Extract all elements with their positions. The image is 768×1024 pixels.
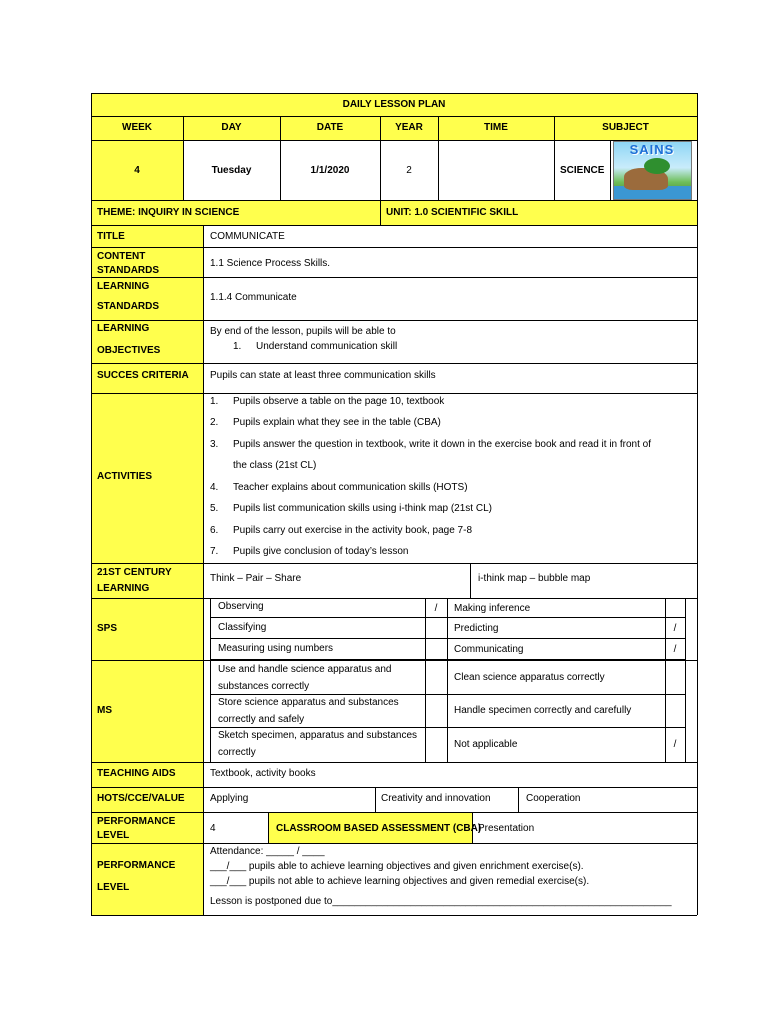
week-label: WEEK: [122, 122, 152, 133]
activity-num: 1.: [210, 396, 219, 407]
subject-value: SCIENCE: [560, 165, 605, 176]
century-label-2: LEARNING: [97, 583, 150, 594]
title-value: COMMUNICATE: [210, 231, 285, 242]
success-criteria-value: Pupils can state at least three communication skills: [210, 370, 436, 381]
ms-skill-line-2: correctly and safely: [218, 714, 305, 725]
achieved-line: ___/___ pupils able to achieve learning objectives and given enrichment exercise(s).: [210, 861, 584, 872]
hots-label: HOTS/CCE/VALUE: [97, 793, 185, 804]
title-label: TITLE: [97, 231, 125, 242]
date-label: DATE: [316, 122, 344, 133]
sps-skill: Communicating: [454, 644, 524, 655]
sps-check-mark: /: [434, 603, 438, 614]
activity-num: 7.: [210, 546, 219, 557]
ms-skill-line-2: correctly: [218, 747, 256, 758]
century-label-1: 21ST CENTURY: [97, 567, 172, 578]
performance-label-2: LEVEL: [97, 830, 130, 841]
teaching-aids-value: Textbook, activity books: [210, 768, 316, 779]
reflection-label-1: PERFORMANCE: [97, 860, 176, 871]
day-label: DAY: [221, 122, 242, 133]
week-value: 4: [134, 165, 140, 176]
learning-objectives-intro: By end of the lesson, pupils will be able to: [210, 326, 396, 337]
hots-value: Creativity and innovation: [381, 793, 491, 804]
sps-check-mark: /: [673, 623, 677, 634]
ms-check-mark: /: [673, 739, 677, 750]
attendance-line: Attendance: _____ / ____: [210, 846, 325, 857]
postponed-line: Lesson is postponed due to_____________________________________________________________: [210, 896, 672, 907]
activity-item: Pupils list communication skills using i-think map (21st CL): [233, 503, 492, 514]
content-standards-label-1: CONTENT: [97, 251, 146, 262]
activity-num: 5.: [210, 503, 219, 514]
sps-skill: Classifying: [218, 622, 267, 633]
ms-skill-line-2: substances correctly: [218, 681, 310, 692]
year-label: YEAR: [395, 122, 423, 133]
ms-skill: Not applicable: [454, 739, 518, 750]
activity-num: 3.: [210, 439, 219, 450]
subject-label: SUBJECT: [602, 122, 649, 133]
learning-standards-label-1: LEARNING: [97, 281, 150, 292]
activity-item: Pupils answer the question in textbook, write it down in the exercise book and read it in front of: [233, 439, 652, 450]
activity-num: 6.: [210, 525, 219, 536]
sps-check-mark: /: [673, 644, 677, 655]
time-label: TIME: [484, 122, 508, 133]
lesson-plan-title: DAILY LESSON PLAN: [342, 99, 446, 110]
learning-objectives-label-1: LEARNING: [97, 323, 150, 334]
sps-skill: Observing: [218, 601, 264, 612]
activity-item: Pupils explain what they see in the table (CBA): [233, 417, 441, 428]
activity-item: Teacher explains about communication skills (HOTS): [233, 482, 468, 493]
performance-value: 4: [210, 823, 216, 834]
activity-item: Pupils give conclusion of today’s lesson: [233, 546, 409, 557]
activity-num: 4.: [210, 482, 219, 493]
ms-skill: Clean science apparatus correctly: [454, 672, 605, 683]
century-value-1: Think – Pair – Share: [210, 573, 302, 584]
learning-objective-item: Understand communication skill: [256, 341, 398, 352]
sps-skill: Making inference: [454, 603, 531, 614]
cba-label: CLASSROOM BASED ASSESSMENT (CBA): [276, 823, 482, 834]
ms-skill: Handle specimen correctly and carefully: [454, 705, 632, 716]
unit-text: UNIT: 1.0 SCIENTIFIC SKILL: [386, 207, 519, 218]
theme-text: THEME: INQUIRY IN SCIENCE: [97, 207, 240, 218]
ms-label: MS: [97, 705, 112, 716]
ms-skill-line-1: Sketch specimen, apparatus and substances: [218, 730, 418, 741]
content-standards-label-2: STANDARDS: [97, 265, 160, 276]
century-value-2: i-think map – bubble map: [478, 573, 591, 584]
success-criteria-label: SUCCES CRITERIA: [97, 370, 189, 381]
date-value: 1/1/2020: [310, 165, 350, 176]
cba-value: Presentation: [478, 823, 535, 834]
sps-skill: Predicting: [454, 623, 499, 634]
learning-standards-value: 1.1.4 Communicate: [210, 292, 297, 303]
hots-value: Applying: [210, 793, 249, 804]
activity-item: Pupils observe a table on the page 10, textbook: [233, 396, 445, 407]
performance-label-1: PERFORMANCE: [97, 816, 176, 827]
content-standards-value: 1.1 Science Process Skills.: [210, 258, 331, 269]
learning-objective-num: 1.: [233, 341, 242, 352]
activities-label: ACTIVITIES: [97, 471, 153, 482]
sps-skill: Measuring using numbers: [218, 643, 334, 654]
logo-text: SAINS: [629, 142, 675, 157]
activity-num: 2.: [210, 417, 219, 428]
activity-item-continued: the class (21st CL): [233, 460, 317, 471]
learning-standards-label-2: STANDARDS: [97, 301, 160, 312]
activity-item: Pupils carry out exercise in the activity book, page 7-8: [233, 525, 473, 536]
day-value: Tuesday: [211, 165, 252, 176]
hots-value: Cooperation: [526, 793, 581, 804]
not-achieved-line: ___/___ pupils not able to achieve learning objectives and given remedial exercise(s).: [210, 876, 590, 887]
year-value: 2: [406, 165, 412, 176]
sps-label: SPS: [97, 623, 118, 634]
reflection-label-2: LEVEL: [97, 882, 130, 893]
ms-skill-line-1: Store science apparatus and substances: [218, 697, 399, 708]
science-textbook-logo: [613, 141, 692, 200]
ms-skill-line-1: Use and handle science apparatus and: [218, 664, 392, 675]
learning-objectives-label-2: OBJECTIVES: [97, 345, 161, 356]
teaching-aids-label: TEACHING AIDS: [97, 768, 176, 779]
